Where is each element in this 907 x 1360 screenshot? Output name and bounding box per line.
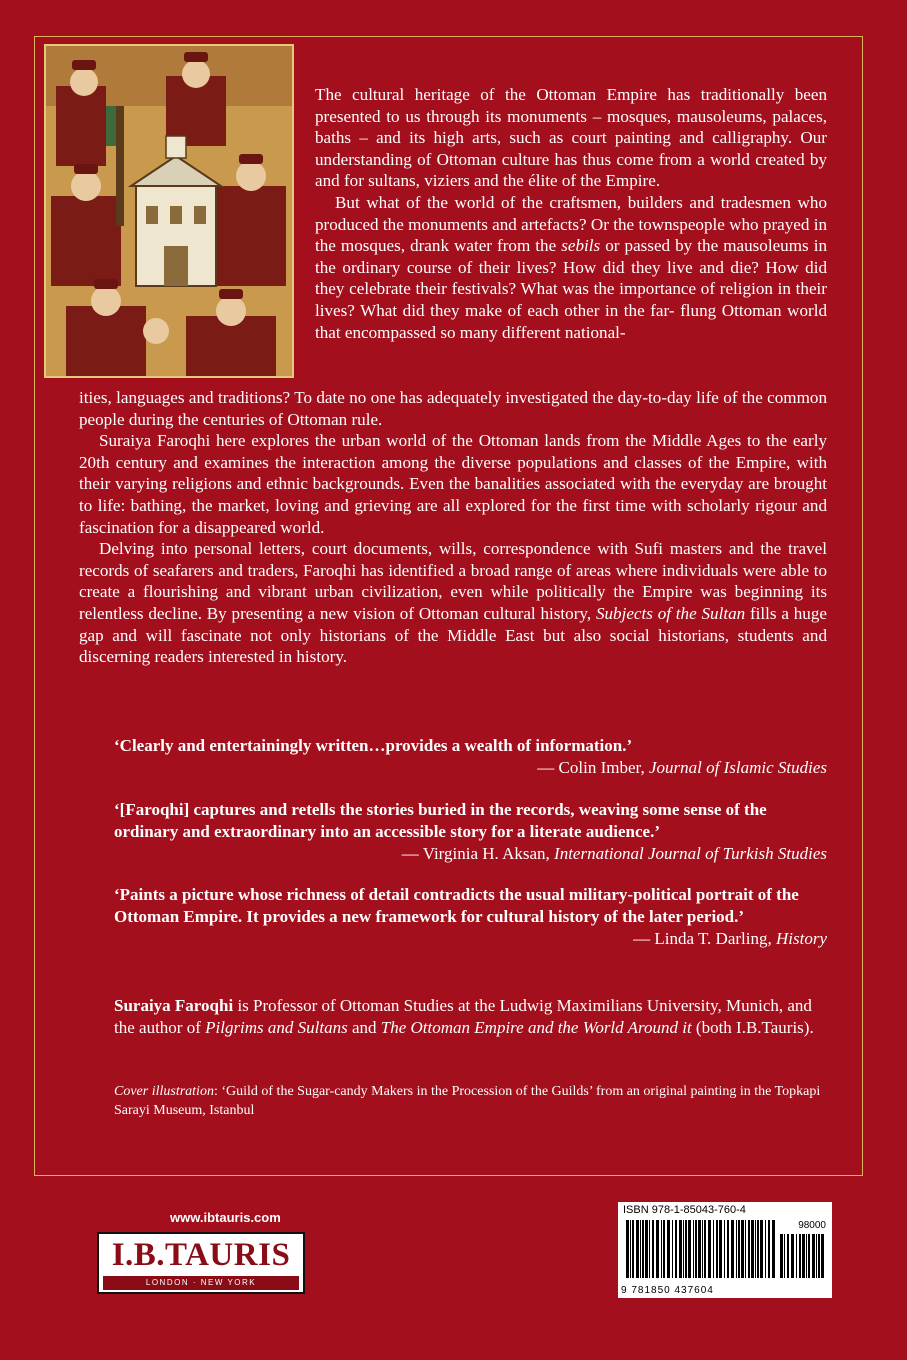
cover-illustration-credit: Cover illustration: ‘Guild of the Sugar-candy Makers in the Procession of the Guilds’ from an original painting in the Topkapi Sarayi Museum, Istanbul: [114, 1084, 821, 1118]
review-quote: [114, 799, 827, 865]
isbn-barcode-box: [618, 1202, 832, 1298]
quote-text: ‘Paints a picture whose richness of detail contradicts the usual military-political portrait of the Ottoman Empire. It provides a new framework for cultural history of the later period.’: [114, 885, 799, 926]
publisher-website[interactable]: www.ibtauris.com: [170, 1210, 281, 1225]
cover-illustration: [44, 44, 294, 378]
publisher-logo-name: I.B.TAURIS: [111, 1237, 291, 1273]
description-full: [79, 387, 827, 668]
review-quote: [114, 884, 827, 950]
description-paragraph-4: Delving into personal letters, court documents, wills, correspondence with Sufi masters and the travel records of seafarers and traders, Faroqhi has identified a broad range of areas where individuals were able to create a flourishing and vibrant urban civilization, even while politically the Empire was beginning its relentless decline. By presenting a new vision of Ottoman cultural history, Subjects of the Sultan fills a huge gap and will fascinate not only historians of the Middle East but also social historians, students and discerning readers interested in history.: [79, 539, 827, 667]
quote-attribution: — Virginia H. Aksan, International Journal of Turkish Studies: [401, 844, 827, 863]
description-paragraph-3: Suraiya Faroqhi here explores the urban world of the Ottoman lands from the Middle Ages to the early 20th century and examines the interaction among the diverse populations and classes of the Empire, with their varying religions and ethnic backgrounds. Even the banalities associated with the everyday are brought to life: bathing, the market, loving and grieving are all explored for the first time with scholarly rigour and fascination for a disappeared world.: [79, 431, 827, 537]
barcode-digits: 9 781850 437604: [621, 1285, 714, 1296]
description-paragraph-2-continued: ities, languages and traditions? To date no one has adequately investigated the day-to-day life of the common people during the centuries of Ottoman rule.: [79, 388, 827, 429]
price-barcode: [780, 1234, 826, 1278]
description-paragraph-2: But what of the world of the craftsmen, builders and tradesmen who produced the monuments and artefacts? Or the townspeople who prayed in the mosques, drank water from the sebils or passed by the mausoleums in the ordinary course of their lives? How did they live and die? How did they celebrate their festivals? What was the importance of religion in their lives? What did they make of each other in the far- flung Ottoman world that encompassed so many different national-: [315, 192, 827, 342]
quote-attribution: — Colin Imber, Journal of Islamic Studies: [537, 758, 827, 777]
author-bio: Suraiya Faroqhi is Professor of Ottoman Studies at the Ludwig Maximilians University, Munich, and the author of Pilgrims and Sultans and The Ottoman Empire and the World Around it (both I.B.Tauris).: [114, 996, 814, 1037]
description-top: [315, 84, 827, 343]
quote-attribution: — Linda T. Darling, History: [633, 929, 827, 948]
quote-text: ‘Clearly and entertainingly written…provides a wealth of information.’: [114, 736, 633, 755]
description-paragraph-1: The cultural heritage of the Ottoman Empire has traditionally been presented to us through its monuments – mosques, mausoleums, palaces, baths – and its high arts, such as court painting and calligraphy. Our understanding of Ottoman culture has thus come from a world created by and for sultans, viziers and the élite of the Empire.: [315, 85, 827, 191]
author-name: Suraiya Faroqhi: [114, 996, 234, 1015]
review-quote: [114, 735, 827, 779]
publisher-logo: [97, 1232, 305, 1294]
ottoman-miniature-painting: [46, 46, 292, 376]
quote-text: ‘[Faroqhi] captures and retells the stories buried in the records, weaving some sense of the ordinary and extraordinary into an accessible story for a literate audience.’: [114, 800, 767, 841]
publisher-logo-cities: LONDON · NEW YORK: [103, 1276, 299, 1290]
ean-barcode: [626, 1220, 776, 1278]
isbn-number: ISBN 978-1-85043-760-4: [623, 1204, 746, 1216]
price-code: 98000: [798, 1220, 826, 1231]
